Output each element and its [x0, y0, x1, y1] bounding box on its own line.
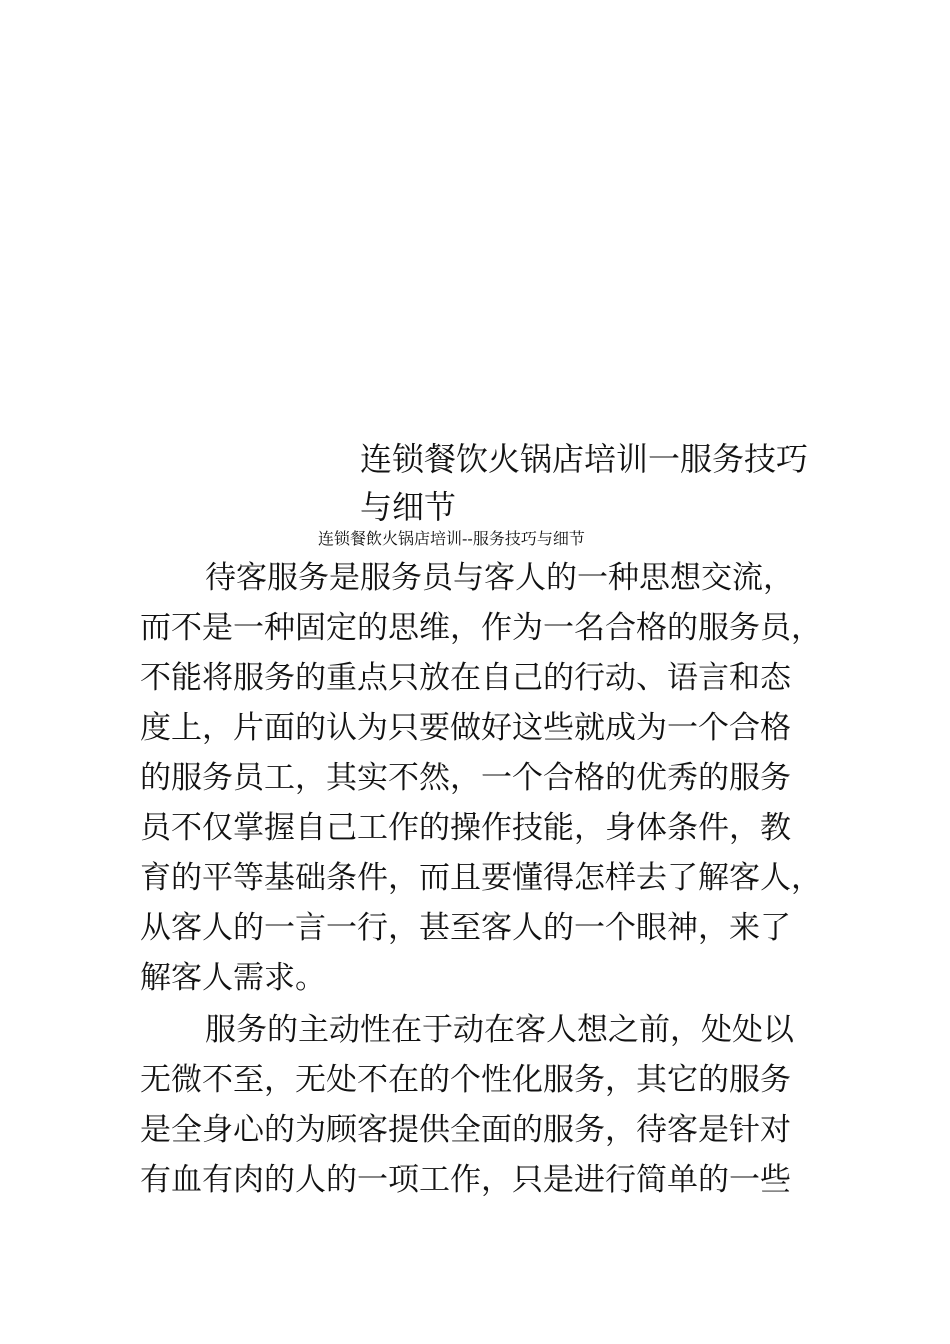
title-line: 与细节 — [360, 488, 457, 526]
paragraph-line: 是全身心的为顾客提供全面的服务，待客是针对 — [140, 1112, 791, 1148]
paragraph-line: 解客人需求。 — [140, 960, 326, 996]
document-title — [360, 435, 830, 531]
paragraph-line: 员不仅掌握自己工作的操作技能，身体条件，教 — [140, 810, 791, 846]
paragraph-2 — [140, 1005, 840, 1205]
document-subtitle: 连锁餐飲火锅店培训--服务技巧与细节 — [318, 529, 585, 548]
paragraph-line: 待客服务是服务员与客人的一种思想交流， — [205, 560, 794, 596]
paragraph-line: 而不是一种固定的思维，作为一名合格的服务员， — [140, 610, 822, 646]
paragraph-line: 度上，片面的认为只要做好这些就成为一个合格 — [140, 710, 791, 746]
paragraph-line: 不能将服务的重点只放在自己的行动、语言和态 — [140, 660, 791, 696]
paragraph-line: 育的平等基础条件，而且要懂得怎样去了解客人， — [140, 860, 822, 896]
paragraph-line: 服务的主动性在于动在客人想之前，处处以 — [205, 1012, 794, 1048]
paragraph-line: 无微不至，无处不在的个性化服务，其它的服务 — [140, 1062, 791, 1098]
paragraph-1 — [140, 553, 840, 1003]
paragraph-line: 的服务员工，其实不然，一个合格的优秀的服务 — [140, 760, 791, 796]
paragraph-line: 有血有肉的人的一项工作，只是进行简单的一些 — [140, 1162, 791, 1198]
paragraph-line: 从客人的一言一行，甚至客人的一个眼神，来了 — [140, 910, 791, 946]
title-line: 连锁餐饮火锅店培训一服务技巧 — [360, 440, 809, 478]
